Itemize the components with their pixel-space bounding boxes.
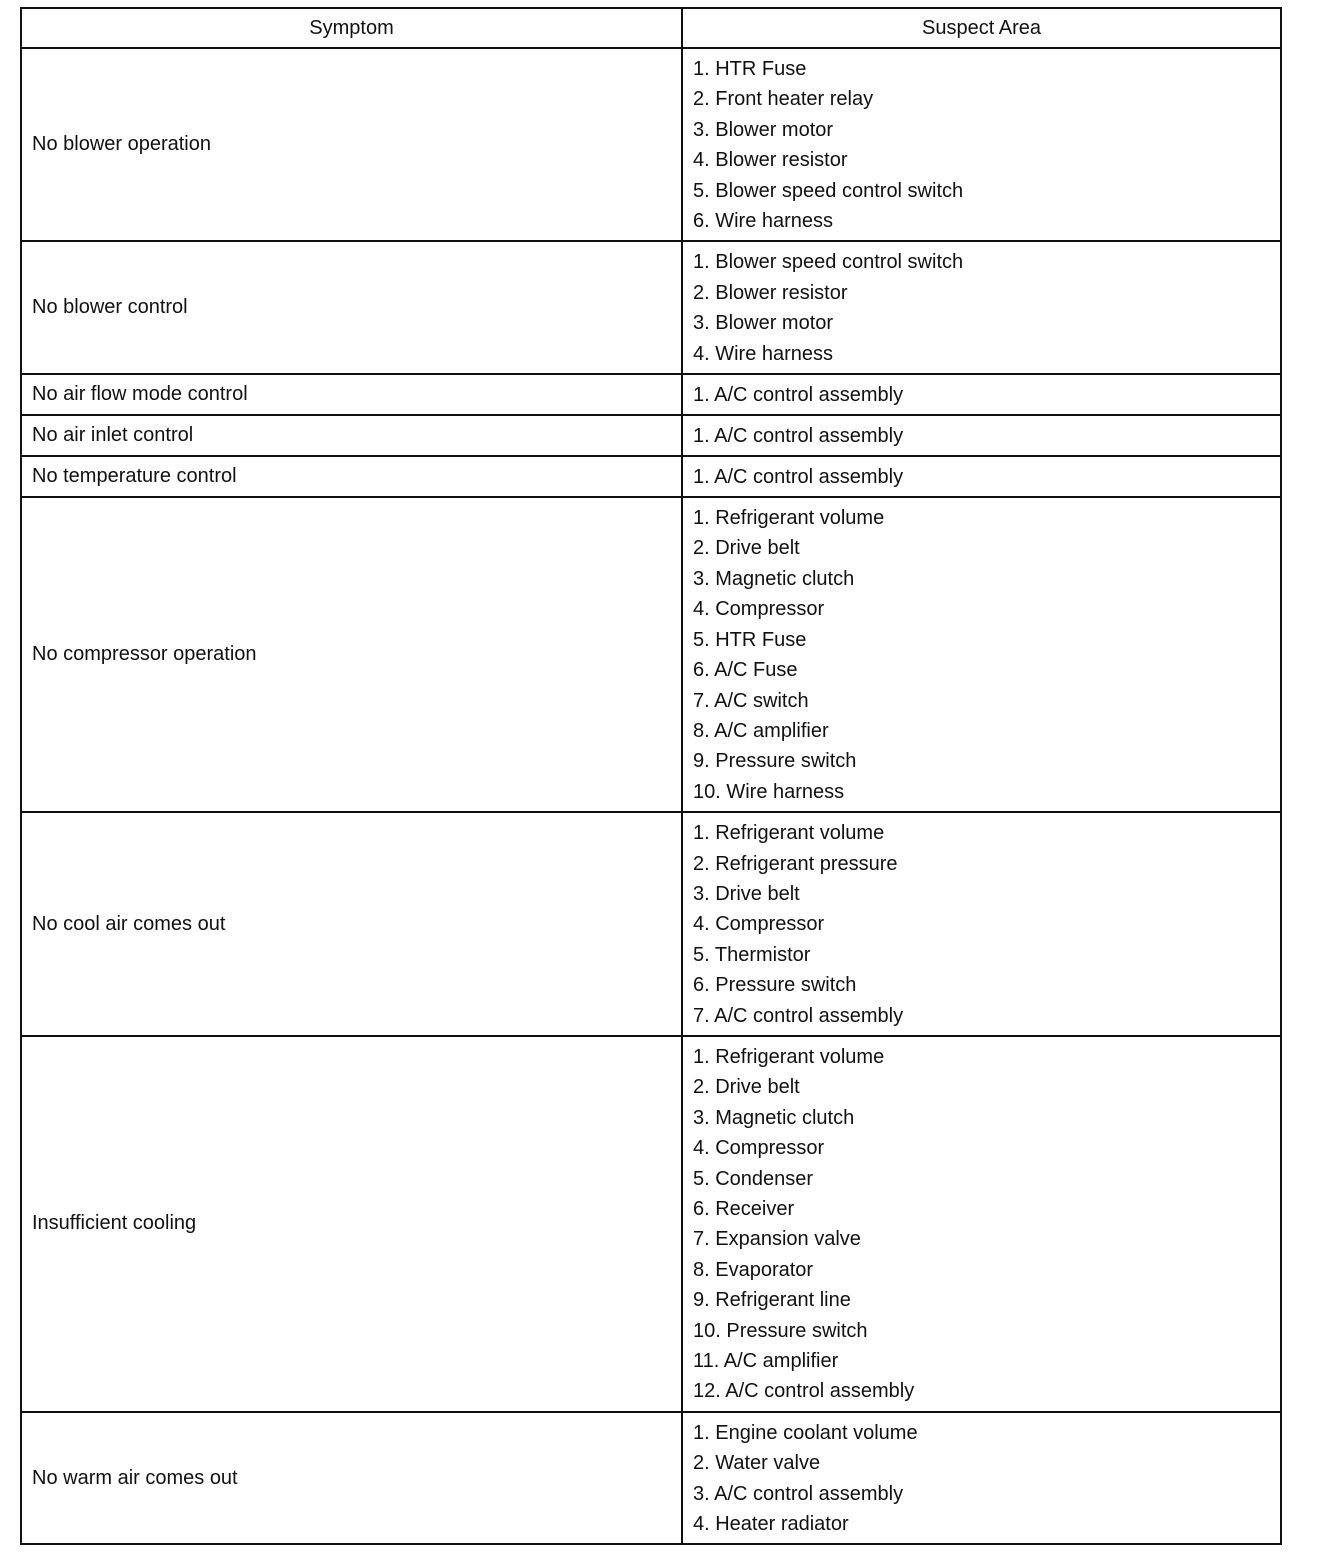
suspect-area-item: 6. A/C Fuse xyxy=(693,659,798,682)
suspect-area-item: 6. Receiver xyxy=(693,1198,795,1220)
suspect-area-cell xyxy=(682,374,1281,415)
symptom-cell: No blower control xyxy=(21,241,682,374)
suspect-area-cell xyxy=(682,241,1281,374)
suspect-area-item: 1. A/C control assembly xyxy=(693,384,904,407)
symptom-cell: No warm air comes out xyxy=(21,1412,682,1545)
suspect-area-cell xyxy=(682,812,1281,1036)
symptom-cell: No blower operation xyxy=(21,48,682,241)
suspect-area-item: 6. Pressure switch xyxy=(693,974,857,997)
suspect-area-item: 3. A/C control assembly xyxy=(693,1482,904,1505)
suspect-area-item: 3. Magnetic clutch xyxy=(693,1106,855,1129)
symptom-header: Symptom xyxy=(21,8,682,48)
suspect-area-cell xyxy=(682,1036,1281,1412)
suspect-area-cell xyxy=(682,48,1281,241)
suspect-area-item: 3. Magnetic clutch xyxy=(693,567,855,590)
suspect-area-item: 10. Pressure switch xyxy=(693,1319,868,1342)
table-row xyxy=(21,415,1281,456)
suspect-area-item: 7. Expansion valve xyxy=(693,1228,861,1251)
table-row xyxy=(21,812,1281,1036)
table-row xyxy=(21,241,1281,374)
suspect-area-item: 2. Water valve xyxy=(693,1452,821,1475)
suspect-area-cell xyxy=(682,456,1281,497)
suspect-area-item: 3. Blower motor xyxy=(693,118,834,141)
suspect-area-item: 4. Compressor xyxy=(693,598,825,621)
suspect-area-item: 4. Blower resistor xyxy=(693,149,848,172)
suspect-area-item: 5. Thermistor xyxy=(693,943,811,966)
suspect-area-item: 7. A/C control assembly xyxy=(693,1004,904,1027)
suspect-area-item: 11. A/C amplifier xyxy=(693,1350,839,1373)
suspect-area-item: 4. Heater radiator xyxy=(693,1513,849,1536)
symptom-cell: No compressor operation xyxy=(21,497,682,812)
suspect-area-item: 5. HTR Fuse xyxy=(693,628,807,651)
suspect-area-item: 2. Drive belt xyxy=(693,537,800,560)
table-row xyxy=(21,48,1281,241)
header-row xyxy=(21,8,1281,48)
suspect-area-item: 4. Wire harness xyxy=(693,342,834,365)
suspect-area-item: 8. Evaporator xyxy=(693,1258,814,1281)
symptom-cell: Insufficient cooling xyxy=(21,1036,682,1412)
suspect-area-item: 5. Blower speed control switch xyxy=(693,179,964,202)
suspect-area-cell xyxy=(682,1412,1281,1545)
suspect-area-item: 5. Condenser xyxy=(693,1167,814,1190)
suspect-area-item: 1. HTR Fuse xyxy=(693,58,807,80)
suspect-area-item: 3. Blower motor xyxy=(693,312,834,335)
suspect-area-item: 2. Refrigerant pressure xyxy=(693,852,898,875)
suspect-area-item: 4. Compressor xyxy=(693,1137,825,1160)
suspect-area-item: 1. Refrigerant volume xyxy=(693,507,885,530)
troubleshooting-table xyxy=(20,7,1282,1545)
table-row xyxy=(21,1412,1281,1545)
suspect-area-item: 1. Engine coolant volume xyxy=(693,1421,918,1444)
symptom-cell: No cool air comes out xyxy=(21,812,682,1036)
suspect-area-item: 2. Drive belt xyxy=(693,1076,800,1099)
suspect-area-item: 7. A/C switch xyxy=(693,689,809,712)
suspect-area-item: 1. A/C control assembly xyxy=(693,466,904,489)
suspect-area-item: 2. Front heater relay xyxy=(693,88,874,111)
suspect-area-cell xyxy=(682,415,1281,456)
table-row xyxy=(21,374,1281,415)
suspect-area-item: 2. Blower resistor xyxy=(693,281,848,304)
suspect-area-item: 9. Refrigerant line xyxy=(693,1289,851,1312)
suspect-area-item: 1. Blower speed control switch xyxy=(693,251,964,274)
suspect-area-item: 1. Refrigerant volume xyxy=(693,822,885,845)
suspect-area-item: 12. A/C control assembly xyxy=(693,1380,915,1403)
suspect-area-item: 1. A/C control assembly xyxy=(693,425,904,448)
suspect-area-item: 3. Drive belt xyxy=(693,882,800,905)
suspect-area-item: 9. Pressure switch xyxy=(693,750,857,773)
suspect-area-item: 10. Wire harness xyxy=(693,780,845,803)
table-row xyxy=(21,456,1281,497)
table-row xyxy=(21,497,1281,812)
suspect-area-item: 4. Compressor xyxy=(693,913,825,936)
symptom-cell: No air inlet control xyxy=(21,415,682,456)
suspect-area-item: 1. Refrigerant volume xyxy=(693,1045,885,1068)
suspect-area-header: Suspect Area xyxy=(682,8,1281,48)
suspect-area-item: 8. A/C amplifier xyxy=(693,719,829,742)
suspect-area-cell xyxy=(682,497,1281,812)
table-body xyxy=(21,48,1281,1544)
suspect-area-item: 6. Wire harness xyxy=(693,210,834,233)
table-row xyxy=(21,1036,1281,1412)
symptom-cell: No air flow mode control xyxy=(21,374,682,415)
symptom-cell: No temperature control xyxy=(21,456,682,497)
